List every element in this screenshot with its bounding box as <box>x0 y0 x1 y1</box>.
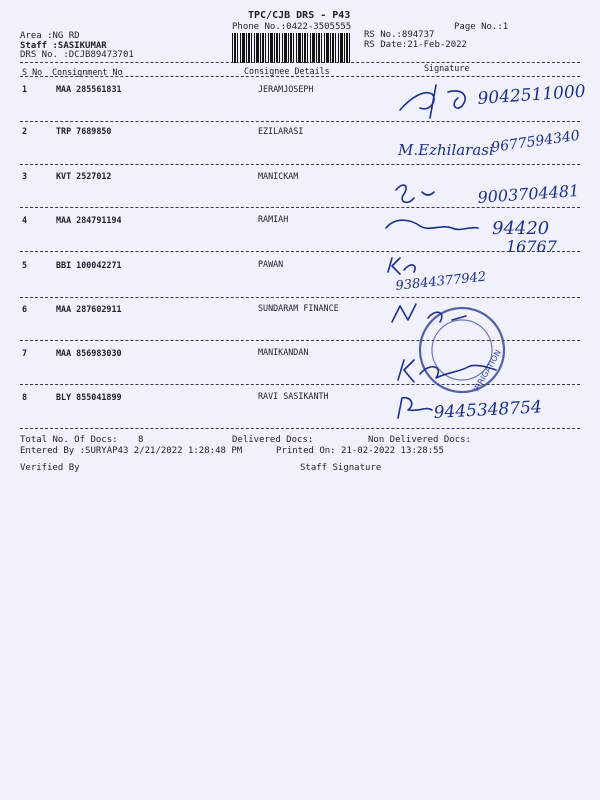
company-stamp <box>420 308 504 393</box>
row-divider <box>20 207 580 208</box>
row-sno: 7 <box>22 348 28 358</box>
row-sno: 3 <box>22 171 28 181</box>
handwritten-phone-row-1: 9042511000 <box>476 81 587 109</box>
handwritten-name-row-2: M.Ezhilarasi <box>398 141 494 159</box>
rs-number: RS No.:894737 <box>364 30 435 40</box>
entered-by: Entered By :SURYAP43 2/21/2022 1:28:48 PM <box>20 446 243 456</box>
handwritten-phone-row-8: 9445348754 <box>433 397 543 423</box>
consignee-name: RAMIAH <box>258 214 289 224</box>
row-divider <box>20 251 580 252</box>
total-docs-label: Total No. Of Docs: <box>20 435 118 445</box>
consignment-number: KVT 2527012 <box>56 171 112 181</box>
signature-row-8 <box>398 398 432 418</box>
consignee-name: SUNDARAM FINANCE <box>258 303 339 313</box>
phone-number: Phone No.:0422-3505555 <box>232 22 352 32</box>
handwritten-phone-row-5: 93844377942 <box>394 269 487 294</box>
row-divider <box>20 340 580 341</box>
staff-signature-label: Staff Signature <box>300 463 382 473</box>
handwritten-phone-row-4a: 94420 <box>492 218 550 239</box>
row-sno: 2 <box>22 126 28 136</box>
row-sno: 6 <box>22 304 28 314</box>
row-divider <box>20 121 580 122</box>
consignee-name: MANIKANDAN <box>258 347 309 357</box>
signature-row-7 <box>398 360 496 382</box>
row-sno: 1 <box>22 84 28 94</box>
signature-row-4 <box>386 220 478 229</box>
consignment-number: BLY 855041899 <box>56 392 122 402</box>
header-rule-top <box>20 62 580 63</box>
consignee-name: MANICKAM <box>258 171 299 181</box>
column-signature: Signature <box>424 63 470 73</box>
signature-row-3 <box>396 185 434 202</box>
signature-row-5 <box>388 258 415 274</box>
staff-label: Staff :SASIKUMAR <box>20 41 107 51</box>
total-docs-value: 8 <box>138 435 144 445</box>
verified-by-label: Verified By <box>20 463 80 473</box>
non-delivered-docs-label: Non Delivered Docs: <box>368 435 471 445</box>
stamp-text: IRRIGATION <box>471 348 503 393</box>
drs-number: DRS No. :DCJB89473701 <box>20 50 134 60</box>
consignment-number: BBI 100042271 <box>56 260 122 270</box>
row-sno: 8 <box>22 392 28 402</box>
row-divider <box>20 297 580 298</box>
column-sno: S No <box>22 67 43 77</box>
row-sno: 4 <box>22 215 28 225</box>
page-number: Page No.:1 <box>454 22 509 32</box>
printed-on: Printed On: 21-02-2022 13:28:55 <box>276 446 444 456</box>
consignee-name: PAWAN <box>258 259 284 269</box>
consignee-name: JERAMJOSEPH <box>258 84 314 94</box>
consignment-number: MAA 856983030 <box>56 348 122 358</box>
consignment-number: MAA 287602911 <box>56 304 122 314</box>
consignment-number: MAA 284791194 <box>56 215 122 225</box>
document-title: TPC/CJB DRS - P43 <box>248 10 351 21</box>
delivered-docs-label: Delivered Docs: <box>232 435 314 445</box>
header-rule-bottom <box>20 76 580 77</box>
signature-row-1 <box>400 85 465 118</box>
table-bottom-rule <box>20 428 580 429</box>
rs-date: RS Date:21-Feb-2022 <box>364 40 467 50</box>
row-divider <box>20 384 580 385</box>
handwritten-phone-row-4b: 16767 <box>506 237 557 256</box>
barcode <box>232 33 350 63</box>
consignee-name: EZILARASI <box>258 126 304 136</box>
consignment-number: MAA 285561831 <box>56 84 122 94</box>
consignment-number: TRP 7689850 <box>56 126 112 136</box>
area-label: Area :NG RD <box>20 31 80 41</box>
row-sno: 5 <box>22 260 28 270</box>
row-divider <box>20 164 580 165</box>
column-consignment: Consignment No <box>52 67 123 77</box>
column-consignee: Consignee Details <box>244 66 330 76</box>
consignee-name: RAVI SASIKANTH <box>258 391 329 401</box>
signature-row-6 <box>392 304 466 322</box>
handwritten-phone-row-2: 9677594340 <box>490 127 581 156</box>
handwritten-phone-row-3: 9003704481 <box>476 180 580 207</box>
